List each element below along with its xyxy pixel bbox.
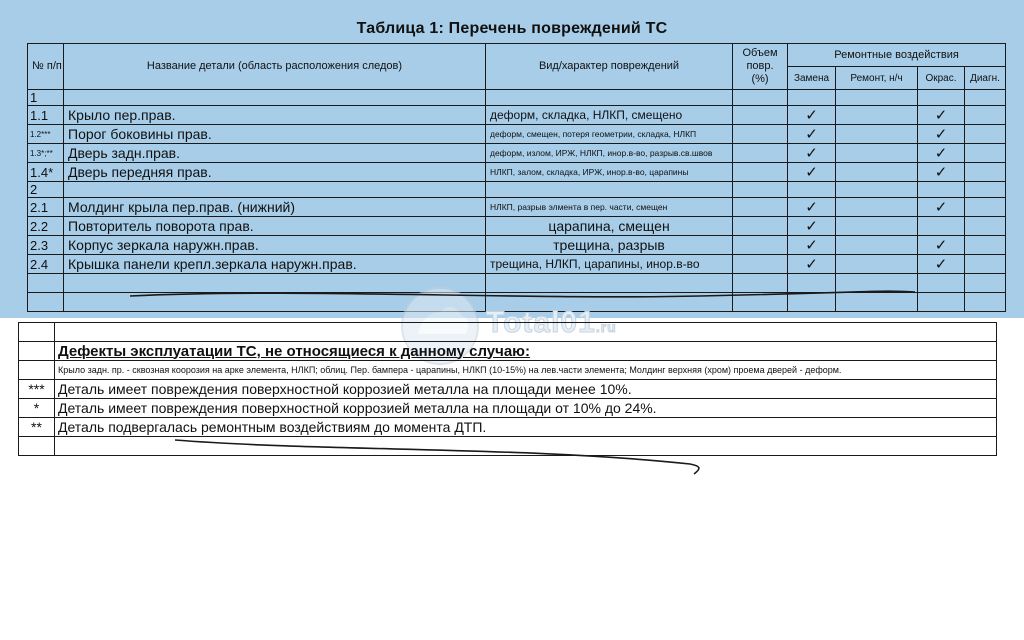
table-row <box>28 198 1006 217</box>
diag-cell <box>965 106 1006 125</box>
row-number: 2.4 <box>28 255 64 274</box>
damage-description: деформ, смещен, потеря геометрии, складка, НЛКП <box>486 125 733 144</box>
blank-cell <box>788 293 836 312</box>
header-name: Название детали (область расположения следов) <box>64 44 486 90</box>
paint-check-icon: ✓ <box>918 163 965 182</box>
volume-cell <box>733 144 788 163</box>
blank-cell <box>733 182 788 198</box>
diag-cell <box>965 198 1006 217</box>
volume-cell <box>733 236 788 255</box>
volume-cell <box>733 198 788 217</box>
table-row <box>28 106 1006 125</box>
row-number: 1.4* <box>28 163 64 182</box>
footnote-text: Деталь подвергалась ремонтным воздействиям до момента ДТП. <box>55 418 997 437</box>
footnote-text: Деталь имеет повреждения поверхностной коррозией металла на площади от 10% до 24%. <box>55 399 997 418</box>
section-label: 2 <box>28 182 64 198</box>
blank-cell <box>19 437 55 456</box>
row-number: 1.2*** <box>28 125 64 144</box>
footnote-mark: *** <box>19 380 55 399</box>
replace-check-icon: ✓ <box>788 255 836 274</box>
part-name: Дверь задн.прав. <box>64 144 486 163</box>
header-diag: Диагн. <box>965 67 1006 90</box>
diag-cell <box>965 125 1006 144</box>
blank-cell <box>733 90 788 106</box>
damage-table <box>27 43 1006 312</box>
part-name: Крыло пер.прав. <box>64 106 486 125</box>
repair-hours-cell <box>836 144 918 163</box>
diag-cell <box>965 163 1006 182</box>
damage-description: царапина, смещен <box>486 217 733 236</box>
table-row <box>28 144 1006 163</box>
section-row <box>28 90 1006 106</box>
repair-hours-cell <box>836 236 918 255</box>
blank-cell <box>28 274 64 293</box>
damage-description: трещина, НЛКП, царапины, инор.в-во <box>486 255 733 274</box>
replace-check-icon: ✓ <box>788 125 836 144</box>
repair-hours-cell <box>836 163 918 182</box>
table-row <box>28 236 1006 255</box>
blank-cell <box>64 182 486 198</box>
repair-hours-cell <box>836 125 918 144</box>
blank-cell <box>836 274 918 293</box>
damage-description: деформ, складка, НЛКП, смещено <box>486 106 733 125</box>
diag-cell <box>965 236 1006 255</box>
blank-cell <box>965 90 1006 106</box>
blank-cell <box>28 293 64 312</box>
blank-cell <box>918 274 965 293</box>
replace-check-icon: ✓ <box>788 163 836 182</box>
blank-cell <box>733 293 788 312</box>
repair-hours-cell <box>836 198 918 217</box>
part-name: Повторитель поворота прав. <box>64 217 486 236</box>
blank-cell <box>64 90 486 106</box>
repair-hours-cell <box>836 106 918 125</box>
header-volume: Объем повр. (%) <box>733 44 788 90</box>
blank-cell <box>788 274 836 293</box>
table-row <box>28 217 1006 236</box>
paint-check-icon <box>918 217 965 236</box>
blank-cell <box>55 323 997 342</box>
blank-cell <box>918 182 965 198</box>
table-row <box>28 125 1006 144</box>
blank-cell <box>19 323 55 342</box>
blank-cell <box>788 90 836 106</box>
blank-cell <box>918 293 965 312</box>
blank-cell <box>788 182 836 198</box>
replace-check-icon: ✓ <box>788 236 836 255</box>
volume-cell <box>733 125 788 144</box>
repair-hours-cell <box>836 255 918 274</box>
defects-heading: Дефекты эксплуатации ТС, не относящиеся к данному случаю: <box>55 342 997 361</box>
header-repair: Ремонтные воздействия <box>788 44 1006 67</box>
table-title: Таблица 1: Перечень повреждений ТС <box>356 20 668 37</box>
blank-cell <box>486 182 733 198</box>
blank-cell <box>19 361 55 380</box>
blank-cell <box>486 90 733 106</box>
part-name: Корпус зеркала наружн.прав. <box>64 236 486 255</box>
footnote-mark: ** <box>19 418 55 437</box>
volume-cell <box>733 255 788 274</box>
blank-cell <box>836 293 918 312</box>
blank-cell <box>965 274 1006 293</box>
header-repair-hours: Ремонт, н/ч <box>836 67 918 90</box>
row-number: 2.1 <box>28 198 64 217</box>
replace-check-icon: ✓ <box>788 106 836 125</box>
blank-cell <box>733 274 788 293</box>
blank-cell <box>19 342 55 361</box>
part-name: Порог боковины прав. <box>64 125 486 144</box>
blank-cell <box>918 90 965 106</box>
row-number: 2.3 <box>28 236 64 255</box>
part-name: Крышка панели крепл.зеркала наружн.прав. <box>64 255 486 274</box>
header-damage: Вид/характер повреждений <box>486 44 733 90</box>
row-number: 1.3*;** <box>28 144 64 163</box>
damage-description: деформ, излом, ИРЖ, НЛКП, инор.в-во, разрыв.св.швов <box>486 144 733 163</box>
diag-cell <box>965 144 1006 163</box>
part-name: Дверь передняя прав. <box>64 163 486 182</box>
blank-cell <box>836 90 918 106</box>
volume-cell <box>733 106 788 125</box>
paint-check-icon: ✓ <box>918 198 965 217</box>
part-name: Молдинг крыла пер.прав. (нижний) <box>64 198 486 217</box>
volume-cell <box>733 217 788 236</box>
section-label: 1 <box>28 90 64 106</box>
blank-cell <box>965 293 1006 312</box>
paint-check-icon: ✓ <box>918 236 965 255</box>
replace-check-icon: ✓ <box>788 144 836 163</box>
footnote-text: Деталь имеет повреждения поверхностной коррозией металла на площади менее 10%. <box>55 380 997 399</box>
row-number: 1.1 <box>28 106 64 125</box>
table-row <box>28 255 1006 274</box>
defects-table <box>18 322 997 456</box>
paint-check-icon: ✓ <box>918 125 965 144</box>
section-row <box>28 182 1006 198</box>
blank-cell <box>55 437 997 456</box>
blank-cell <box>836 182 918 198</box>
header-num: № п/п <box>28 44 64 90</box>
defects-note: Крыло задн. пр. - сквозная коорозия на арке элемента, НЛКП; облиц. Пер. бампера - царапины, НЛКП (10-15%) на лев.части элемента; Молдинг верхняя (хром) проема дверей - деформ. <box>55 361 997 380</box>
volume-cell <box>733 163 788 182</box>
repair-hours-cell <box>836 217 918 236</box>
replace-check-icon: ✓ <box>788 198 836 217</box>
blank-cell <box>965 182 1006 198</box>
diag-cell <box>965 217 1006 236</box>
watermark-text: Total01.ru <box>486 306 617 339</box>
header-paint: Окрас. <box>918 67 965 90</box>
table-row <box>28 163 1006 182</box>
damage-description: трещина, разрыв <box>486 236 733 255</box>
replace-check-icon: ✓ <box>788 217 836 236</box>
header-replace: Замена <box>788 67 836 90</box>
paint-check-icon: ✓ <box>918 106 965 125</box>
damage-description: НЛКП, залом, складка, ИРЖ, инор.в-во, царапины <box>486 163 733 182</box>
footnote-mark: * <box>19 399 55 418</box>
row-number: 2.2 <box>28 217 64 236</box>
diag-cell <box>965 255 1006 274</box>
paint-check-icon: ✓ <box>918 255 965 274</box>
damage-description: НЛКП, разрыв элмента в пер. части, смещен <box>486 198 733 217</box>
paint-check-icon: ✓ <box>918 144 965 163</box>
